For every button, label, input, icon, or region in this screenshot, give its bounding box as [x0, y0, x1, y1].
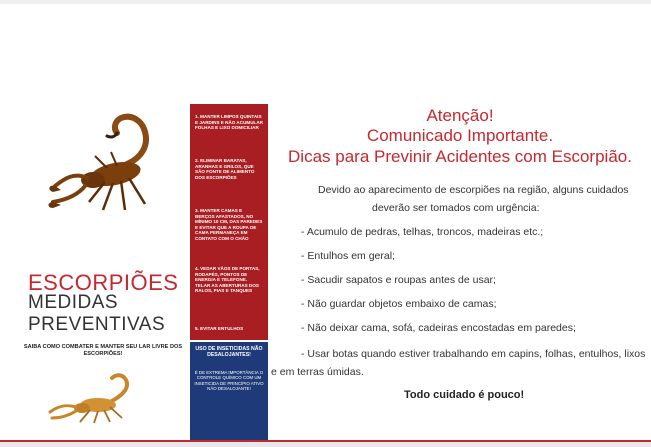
closing-statement: Todo cuidado é pouco! — [404, 389, 525, 401]
tip-2: 2. ELIMINAR BARATAS, ARANHAS E GRILOS, QUE SÃO FONTE DE ALIMENTO DOS ESCORPIÕES — [195, 158, 255, 180]
list-item: - Sacudir sapatos e roupas antes de usar; — [301, 274, 496, 286]
insecticide-heading: USO DE INSETICIDAS NÃO DESALOJANTES! — [195, 346, 263, 359]
tips-column — [190, 104, 268, 340]
tip-1: 1. MANTER LIMPOS QUINTAIS E JARDINS E NÃO ACUMULAR FOLHAS E LIXO DOMICILIAR — [195, 114, 263, 131]
list-item-continuation: e em terras úmidas. — [271, 366, 364, 378]
list-item: - Entulhos em geral; — [301, 250, 395, 262]
tip-4: 4. VEDAR VÃOS DE PORTAS, RODAPÉS, PONTOS DE ENERGIA E TELEFONE. TELAR AS ABERTURAS DOS RALOS, PIAS E TANQUES — [195, 266, 260, 294]
heading-attention: Atenção! — [426, 106, 494, 125]
heading-tips: Dicas para Previnir Acidentes com Escorpião. — [288, 147, 632, 166]
heading-announcement: Comunicado Importante. — [366, 126, 554, 145]
list-item: - Acumulo de pedras, telhas, troncos, madeiras etc.; — [301, 226, 544, 238]
bottom-band — [0, 442, 651, 447]
scorpion-poster — [0, 104, 268, 442]
intro-line-1: Devido ao aparecimento de escorpiões na região, alguns cuidados — [318, 184, 629, 196]
poster-tagline: SAIBA COMO COMBATER E MANTER SEU LAR LIVRE DOS ESCORPIÕES! — [23, 344, 183, 357]
intro-line-2: deverão ser tomados com urgência: — [372, 202, 540, 214]
poster-title-line1: ESCORPIÕES — [28, 270, 179, 295]
scorpion-illustration-large — [45, 106, 185, 218]
tip-3: 3. MANTER CAMAS E BERÇOS AFASTADOS, NO MÍNIMO 10 CM, DAS PAREDES E EVITAR QUE A ROUPA DE CAMA PERMANEÇA EM CONTATO COM O CHÃO — [195, 208, 263, 241]
list-item: - Usar botas quando estiver trabalhando em capins, folhas, entulhos, lixos — [301, 348, 646, 360]
poster-title-line2: MEDIDAS — [28, 292, 119, 313]
insecticide-text: É DE EXTREMA IMPORTÂNCIA O CONTROLE QUÍMICO COM UM INSETICIDA DE PRINCÍPIO ATIVO NÃO DESALOJANTE! — [194, 370, 264, 392]
list-item: - Não guardar objetos embaixo de camas; — [301, 298, 497, 310]
tip-5: 5. EVITAR ENTULHOS — [195, 326, 244, 331]
poster-title-line3: PREVENTIVAS — [28, 314, 166, 335]
list-item: - Não deixar cama, sofá, cadeiras encostadas em paredes; — [301, 322, 576, 334]
scorpion-illustration-small — [40, 372, 158, 424]
insecticide-box — [190, 342, 268, 442]
top-band — [0, 0, 651, 4]
